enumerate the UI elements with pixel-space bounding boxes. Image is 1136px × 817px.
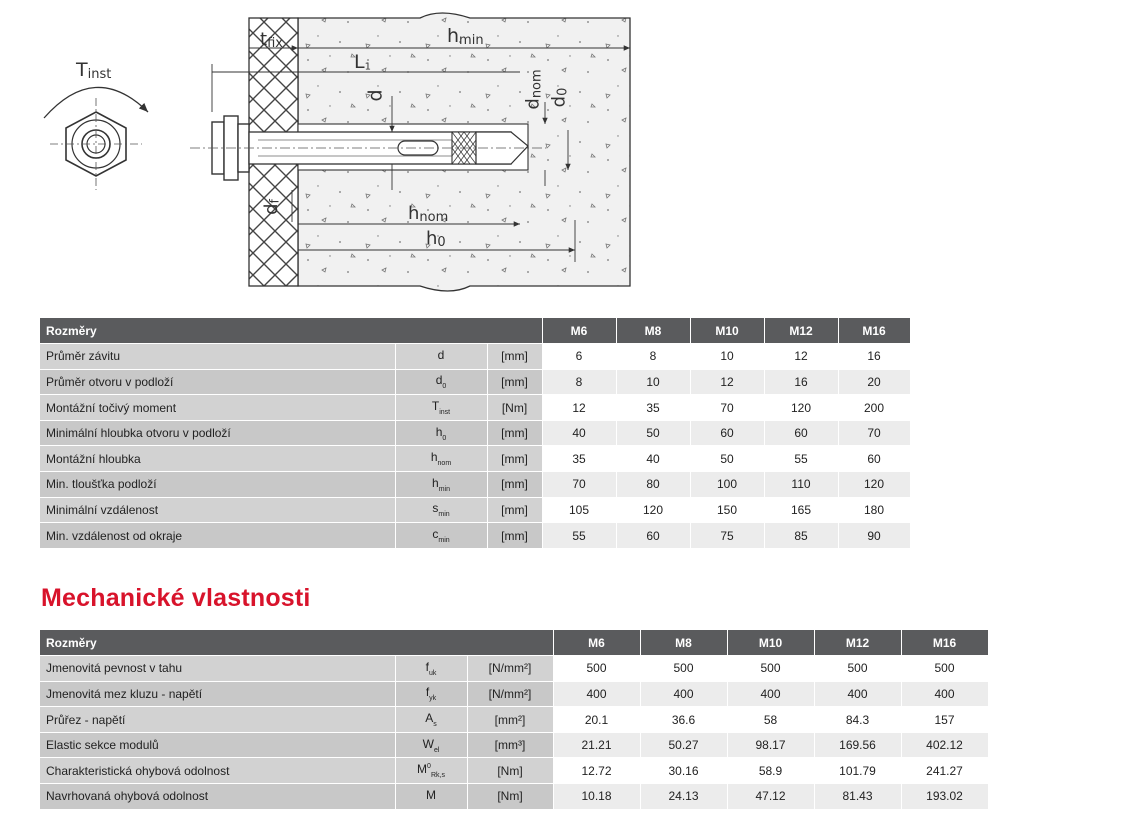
table-row <box>40 395 910 421</box>
symbol-subscript: yk <box>429 695 437 703</box>
row-value: 70 <box>542 472 616 498</box>
row-unit: [Nm] <box>487 395 542 421</box>
table-row <box>40 732 988 758</box>
row-symbol <box>395 472 487 498</box>
table-header-row <box>40 630 988 656</box>
row-value: 120 <box>838 472 910 498</box>
row-value: 40 <box>616 446 690 472</box>
row-value: 55 <box>542 523 616 549</box>
row-parameter-name: Min. vzdálenost od okraje <box>40 523 395 549</box>
row-unit: [mm] <box>487 344 542 370</box>
h0-label: $h_0$ <box>426 228 446 250</box>
row-value: 10 <box>616 369 690 395</box>
row-value: 60 <box>616 523 690 549</box>
table-row <box>40 472 910 498</box>
symbol-subscript: min <box>438 485 450 493</box>
row-value: 90 <box>838 523 910 549</box>
row-value: 40 <box>542 420 616 446</box>
row-value: 50 <box>690 446 764 472</box>
table-row <box>40 784 988 810</box>
row-value: 500 <box>640 656 727 682</box>
row-value: 400 <box>814 681 901 707</box>
symbol-main: s <box>432 501 439 516</box>
d-label: d <box>364 89 387 102</box>
row-value: 101.79 <box>814 758 901 784</box>
anchor-technical-drawing <box>0 0 1136 300</box>
table-row <box>40 344 910 370</box>
row-value: 16 <box>764 369 838 395</box>
row-value: 50.27 <box>640 732 727 758</box>
column-header: M12 <box>764 318 838 344</box>
row-value: 30.16 <box>640 758 727 784</box>
row-symbol <box>395 446 487 472</box>
row-value: 12 <box>764 344 838 370</box>
symbol-main: d <box>435 373 443 388</box>
row-value: 12 <box>690 369 764 395</box>
row-parameter-name: Min. tloušťka podloží <box>40 472 395 498</box>
row-value: 165 <box>764 497 838 523</box>
table-header-row <box>40 318 910 344</box>
nut-end-view <box>50 98 142 190</box>
row-unit: [mm] <box>487 472 542 498</box>
row-parameter-name: Jmenovitá pevnost v tahu <box>40 656 395 682</box>
column-header: M6 <box>553 630 640 656</box>
row-value: 12 <box>542 395 616 421</box>
row-value: 402.12 <box>901 732 988 758</box>
column-header: M8 <box>640 630 727 656</box>
row-unit: [N/mm²] <box>467 681 553 707</box>
row-value: 81.43 <box>814 784 901 810</box>
section-title: Mechanické vlastnosti <box>41 584 311 612</box>
symbol-main: M <box>426 787 436 802</box>
row-value: 180 <box>838 497 910 523</box>
column-header: M12 <box>814 630 901 656</box>
row-value: 60 <box>690 420 764 446</box>
h-min-label: $h_{min}$ <box>447 25 484 48</box>
row-symbol <box>395 395 487 421</box>
table-row <box>40 420 910 446</box>
row-value: 8 <box>616 344 690 370</box>
symbol-main: c <box>432 527 439 542</box>
row-value: 20 <box>838 369 910 395</box>
dimensions-table <box>40 318 911 549</box>
row-value: 6 <box>542 344 616 370</box>
row-parameter-name: Průměr otvoru v podloží <box>40 369 395 395</box>
table-row <box>40 681 988 707</box>
row-value: 55 <box>764 446 838 472</box>
row-symbol <box>395 656 467 682</box>
symbol-main: d <box>437 347 445 362</box>
symbol-main: M <box>417 762 428 777</box>
row-unit: [mm] <box>487 369 542 395</box>
mechanical-properties-table <box>40 630 989 810</box>
row-unit: [Nm] <box>467 784 553 810</box>
row-unit: [mm] <box>487 446 542 472</box>
row-value: 500 <box>901 656 988 682</box>
row-parameter-name: Charakteristická ohybová odolnost <box>40 758 395 784</box>
symbol-subscript: uk <box>428 669 437 677</box>
symbol-subscript: nom <box>437 460 452 468</box>
row-value: 100 <box>690 472 764 498</box>
row-symbol <box>395 707 467 733</box>
row-value: 110 <box>764 472 838 498</box>
row-parameter-name: Minimální hloubka otvoru v podloží <box>40 420 395 446</box>
row-parameter-name: Navrhovaná ohybová odolnost <box>40 784 395 810</box>
row-value: 98.17 <box>727 732 814 758</box>
l1-label: $L_1$ <box>354 51 371 73</box>
column-header: M6 <box>542 318 616 344</box>
table-row <box>40 758 988 784</box>
row-value: 500 <box>814 656 901 682</box>
h-nom-label: $h_{nom}$ <box>408 203 449 225</box>
row-value: 400 <box>727 681 814 707</box>
column-header: M10 <box>690 318 764 344</box>
row-value: 75 <box>690 523 764 549</box>
row-value: 24.13 <box>640 784 727 810</box>
t-inst-label: $T_{inst}$ <box>76 59 112 82</box>
symbol-subscript: min <box>438 537 450 545</box>
row-value: 35 <box>616 395 690 421</box>
row-unit: [mm] <box>487 497 542 523</box>
row-value: 10 <box>690 344 764 370</box>
symbol-main: A <box>425 711 434 726</box>
row-value: 400 <box>901 681 988 707</box>
table-row <box>40 656 988 682</box>
symbol-subscript: 0 <box>442 434 447 442</box>
symbol-main: h <box>432 475 439 490</box>
row-value: 84.3 <box>814 707 901 733</box>
row-value: 58 <box>727 707 814 733</box>
df-label: $d_f$ <box>260 199 282 215</box>
row-value: 400 <box>640 681 727 707</box>
symbol-main: h <box>430 450 438 465</box>
symbol-subscript: inst <box>439 409 451 417</box>
symbol-main: W <box>422 736 434 751</box>
row-unit: [mm] <box>487 420 542 446</box>
t-fix-label: $t_{fix}$ <box>260 29 283 51</box>
row-unit: [mm] <box>487 523 542 549</box>
row-value: 70 <box>838 420 910 446</box>
symbol-subscript: el <box>433 746 440 754</box>
row-value: 21.21 <box>553 732 640 758</box>
row-symbol <box>395 681 467 707</box>
row-value: 35 <box>542 446 616 472</box>
symbol-subscript: 0 <box>442 383 447 391</box>
symbol-subscript: s <box>433 721 437 729</box>
row-value: 60 <box>764 420 838 446</box>
symbol-main: h <box>435 424 443 439</box>
row-parameter-name: Montážní hloubka <box>40 446 395 472</box>
row-symbol <box>395 523 487 549</box>
symbol-subscript: Rk,s <box>430 772 445 780</box>
row-symbol <box>395 344 487 370</box>
row-unit: [mm²] <box>467 707 553 733</box>
row-value: 50 <box>616 420 690 446</box>
row-unit: [N/mm²] <box>467 656 553 682</box>
table-row <box>40 369 910 395</box>
row-symbol <box>395 732 467 758</box>
row-value: 36.6 <box>640 707 727 733</box>
row-symbol <box>395 420 487 446</box>
anchor-drawing-svg <box>0 0 1136 300</box>
table-row <box>40 707 988 733</box>
table-header-title: Rozměry <box>40 630 553 656</box>
row-value: 8 <box>542 369 616 395</box>
row-value: 241.27 <box>901 758 988 784</box>
row-value: 120 <box>616 497 690 523</box>
row-symbol <box>395 758 467 784</box>
row-parameter-name: Jmenovitá mez kluzu - napětí <box>40 681 395 707</box>
row-value: 150 <box>690 497 764 523</box>
symbol-main: T <box>431 399 440 414</box>
row-parameter-name: Montážní točivý moment <box>40 395 395 421</box>
symbol-main: f <box>425 659 429 674</box>
row-value: 169.56 <box>814 732 901 758</box>
row-value: 80 <box>616 472 690 498</box>
symbol-subscript: min <box>438 511 450 519</box>
d0-label: $d_0$ <box>548 87 571 108</box>
row-value: 16 <box>838 344 910 370</box>
row-parameter-name: Průměr závitu <box>40 344 395 370</box>
row-value: 500 <box>727 656 814 682</box>
table-header-title: Rozměry <box>40 318 542 344</box>
row-symbol <box>395 369 487 395</box>
row-value: 58.9 <box>727 758 814 784</box>
row-parameter-name: Elastic sekce modulů <box>40 732 395 758</box>
row-symbol <box>395 497 487 523</box>
symbol-main: f <box>425 685 430 700</box>
row-value: 120 <box>764 395 838 421</box>
column-header: M10 <box>727 630 814 656</box>
row-value: 157 <box>901 707 988 733</box>
row-value: 47.12 <box>727 784 814 810</box>
row-unit: [mm³] <box>467 732 553 758</box>
row-value: 193.02 <box>901 784 988 810</box>
row-symbol <box>395 784 467 810</box>
row-value: 60 <box>838 446 910 472</box>
row-value: 12.72 <box>553 758 640 784</box>
row-value: 105 <box>542 497 616 523</box>
row-value: 400 <box>553 681 640 707</box>
d-nom-label: $d_{nom}$ <box>522 69 545 110</box>
column-header: M16 <box>838 318 910 344</box>
column-header: M16 <box>901 630 988 656</box>
table-row <box>40 446 910 472</box>
row-parameter-name: Minimální vzdálenost <box>40 497 395 523</box>
row-value: 10.18 <box>553 784 640 810</box>
row-value: 85 <box>764 523 838 549</box>
row-value: 200 <box>838 395 910 421</box>
column-header: M8 <box>616 318 690 344</box>
table-row <box>40 497 910 523</box>
row-value: 70 <box>690 395 764 421</box>
row-value: 20.1 <box>553 707 640 733</box>
table-row <box>40 523 910 549</box>
row-parameter-name: Průřez - napětí <box>40 707 395 733</box>
row-unit: [Nm] <box>467 758 553 784</box>
symbol-superscript: 0 <box>427 763 431 771</box>
row-value: 500 <box>553 656 640 682</box>
